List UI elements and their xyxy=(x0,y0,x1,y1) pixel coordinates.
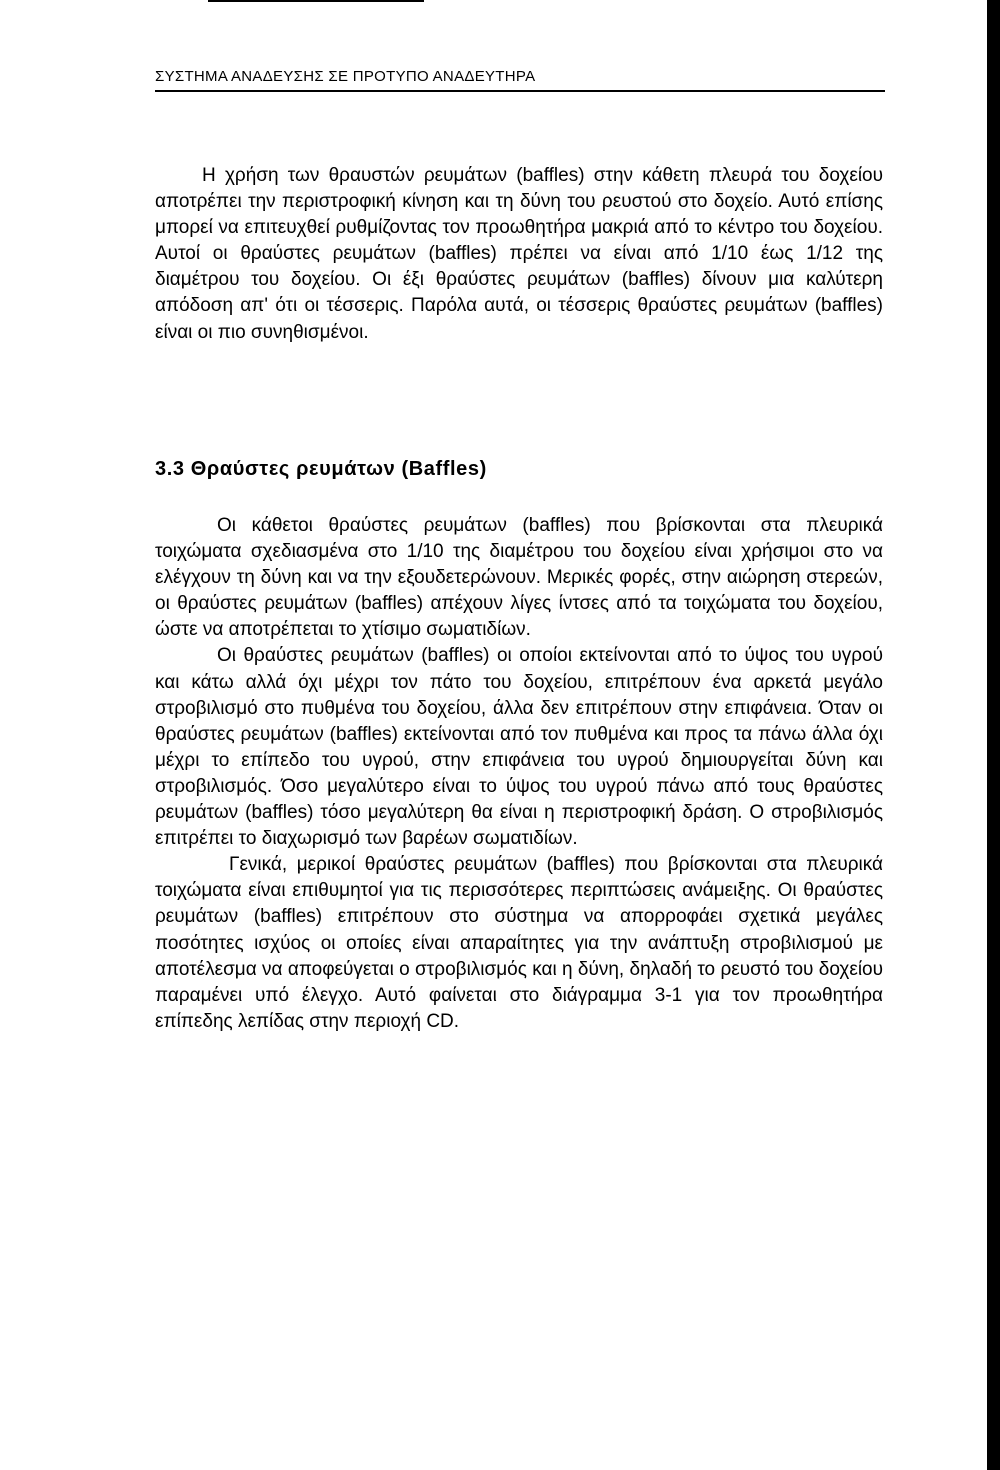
section-heading: 3.3 Θραύστες ρευμάτων (Baffles) xyxy=(155,458,487,480)
section-paragraph-3: Γενικά, μερικοί θραύστες ρευμάτων (baffles) που βρίσκονται στα πλευρικά τοιχώματα είναι επιθυμητοί για τις περισσότερες περιπτώσεις ανάμειξης. Οι θραύστες ρευμάτων (baffles) επιτρέπουν στο σύστημα να απορροφάει σχετικά μεγάλες ποσότητες ισχύος οι οποίες είναι απαραίτητες για την ανάπτυξη στροβιλισμού με αποτέλεσμα να αποφεύγεται ο στροβιλισμός και η δύνη, δηλαδή το ρευστό του δοχείου παραμένει υπό έλεγχο. Αυτό φαίνεται στο διάγραμμα 3-1 για τον προωθητήρα επίπεδης λεπίδας στην περιοχή CD. xyxy=(155,854,883,1032)
section-paragraph-1: Οι κάθετοι θραύστες ρευμάτων (baffles) που βρίσκονται στα πλευρικά τοιχώματα σχεδιασμένα στο 1/10 της διαμέτρου του δοχείου είναι χρήσιμοι στο να ελέγχουν τη δύνη και να την εξουδετερώνουν. Μερικές φορές, στην αιώρηση στερεών, οι θραύστες ρευμάτων (baffles) απέχουν λίγες ίντσες από τα τοιχώματα του δοχείου, ώστε να αποτρέπεται το χτίσιμο σωματιδίων. xyxy=(155,515,883,641)
section-paragraph-2: Οι θραύστες ρευμάτων (baffles) οι οποίοι εκτείνονται από το ύψος του υγρού και κάτω αλλά όχι μέχρι τον πάτο του δοχείου, επιτρέπουν ένα αρκετά μεγάλο στροβιλισμό στο πυθμένα του δοχείου, άλλα δεν επιτρέπουν στην επιφάνεια. Όταν οι θραύστες ρευμάτων (baffles) εκτείνονται από τον πυθμένα και προς τα πάνω άλλα όχι μέχρι το επίπεδο του υγρού, στην επιφάνεια του υγρού δημιουργείται δύνη και στροβιλισμός. Όσο μεγαλύτερο είναι το ύψος του υγρού πάνω από τους θραύστες ρευμάτων (baffles) τόσο μεγαλύτερη θα είναι η περιστροφική δράση. Ο στροβιλισμός επιτρέπει το διαχωρισμό των βαρέων σωματιδίων. xyxy=(155,645,883,850)
section-body xyxy=(155,513,883,1035)
running-title: ΣΥΣΤΗΜΑ ΑΝΑΔΕΥΣΗΣ ΣΕ ΠΡΟΤΥΠΟ ΑΝΑΔΕΥΤΗΡΑ xyxy=(155,68,536,85)
header-rule xyxy=(155,90,885,92)
page-header xyxy=(155,64,885,94)
scan-right-edge-bar xyxy=(987,0,1000,1470)
intro-paragraph: Η χρήση των θραυστών ρευμάτων (baffles) στην κάθετη πλευρά του δοχείου αποτρέπει την περιστροφική κίνηση και τη δύνη του ρευστού στο δοχείο. Αυτό επίσης μπορεί να επιτευχθεί ρυθμίζοντας τον προωθητήρα μακριά από το κέντρο του δοχείου. Αυτοί οι θραύστες ρευμάτων (baffles) πρέπει να είναι από 1/10 έως 1/12 της διαμέτρου του δοχείου. Οι έξι θραύστες ρευμάτων (baffles) δίνουν μια καλύτερη απόδοση απ' ότι οι τέσσερις. Παρόλα αυτά, οι τέσσερις θραύστες ρευμάτων (baffles) είναι οι πιο συνηθισμένοι. xyxy=(155,165,883,343)
intro-block xyxy=(155,163,883,346)
scan-top-rule xyxy=(208,0,424,2)
